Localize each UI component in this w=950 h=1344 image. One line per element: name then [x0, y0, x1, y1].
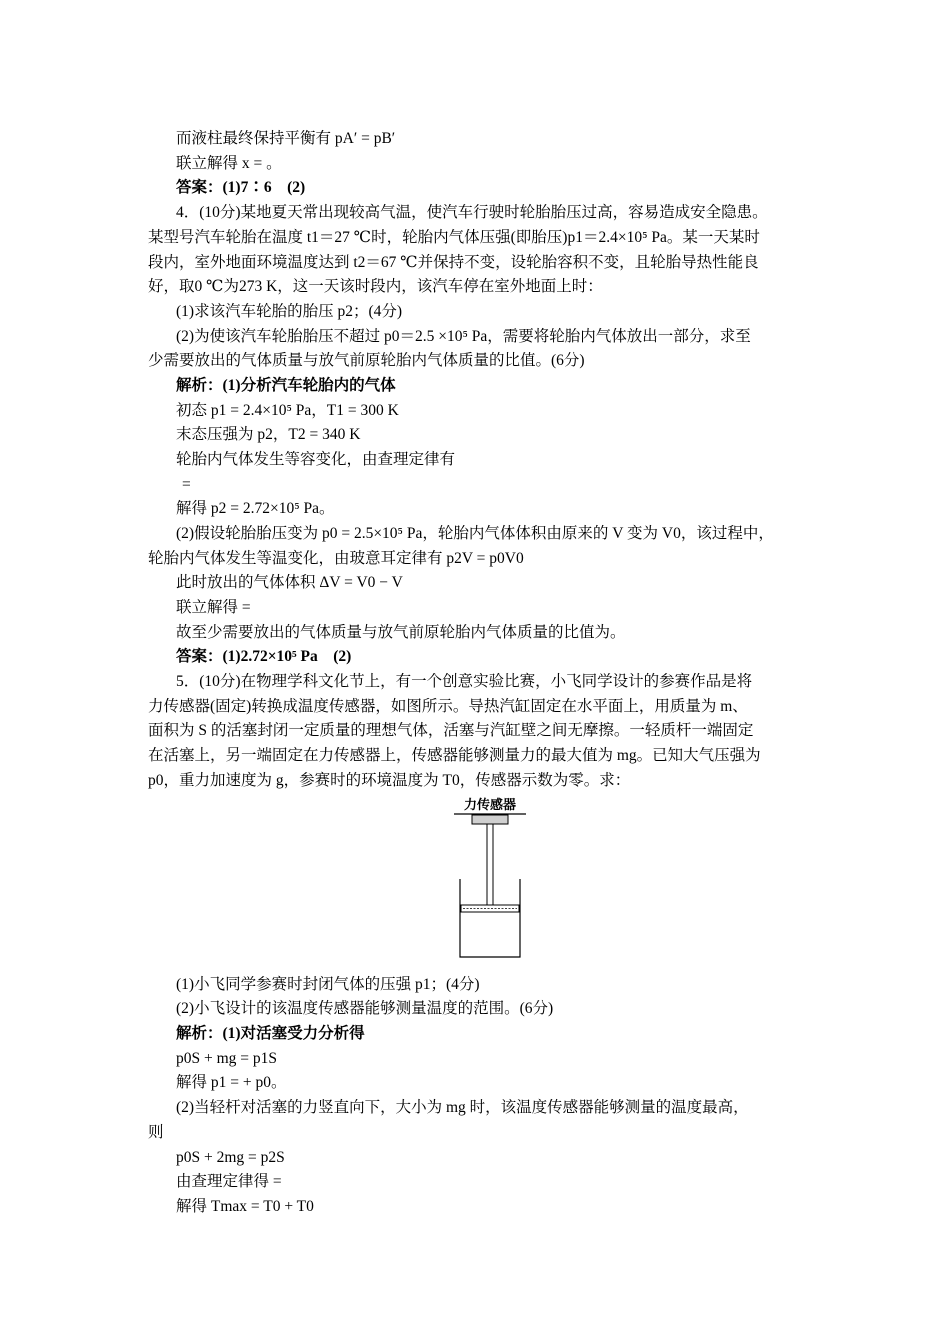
text-line-5-7: 由查理定律得 =	[176, 1173, 282, 1190]
question-4-1: (1)求该汽车轮胎的胎压 p2；(4分)	[176, 303, 403, 320]
answer-4: 答案：(1)2.72×10⁵ Pa (2)	[176, 648, 352, 665]
text-line-25: 面积为 S 的活塞封闭一定质量的理想气体，活塞与汽缸壁之间无摩擦。一轻质杆一端固定	[148, 722, 754, 739]
text-line-26: 在活塞上，另一端固定在力传感器上，传感器能够测量力的最大值为 mg。已知大气压强为	[148, 747, 761, 764]
figure-drawing	[450, 795, 530, 959]
solution-5-header: 解析：(1)对活塞受力分析得	[176, 1025, 365, 1042]
text-line-13: 末态压强为 p2，T2 = 340 K	[176, 426, 361, 443]
text-line-10: 少需要放出的气体质量与放气前原轮胎内气体质量的比值。(6分)	[148, 352, 585, 369]
equation-5-1: p0S + mg = p1S	[176, 1050, 278, 1067]
text-line-5-3: 解得 p1 = + p0。	[176, 1074, 287, 1091]
text-line-16: 解得 p2 = 2.72×10⁵ Pa。	[176, 500, 335, 517]
question-4-2: (2)为使该汽车轮胎胎压不超过 p0＝2.5 ×10⁵ Pa，需要将轮胎内气体放出一部分，求至	[176, 328, 751, 345]
cylinder-outline	[460, 879, 520, 957]
force-sensor-block	[472, 815, 508, 824]
text-line-17: (2)假设轮胎胎压变为 p0 = 2.5×10⁵ Pa，轮胎内气体体积由原来的 V 变为 V0，该过程中，	[176, 525, 774, 542]
problem-4-header: 4．(10分)某地夏天常出现较高气温，使汽车行驶时轮胎胎压过高，容易造成安全隐患。	[176, 204, 768, 221]
text-line-6: 段内，室外地面环境温度达到 t2＝67 ℃并保持不变，设轮胎容积不变，且轮胎导热性能良	[148, 254, 759, 271]
text-line-5-8: 解得 Tmax = T0 + T0	[176, 1198, 314, 1215]
solution-4-header: 解析：(1)分析汽车轮胎内的气体	[176, 377, 396, 394]
text-line-24: 力传感器(固定)转换成温度传感器，如图所示。导热汽缸固定在水平面上，用质量为 m、	[148, 698, 748, 715]
text-line-5: 某型号汽车轮胎在温度 t1＝27 ℃时，轮胎内气体压强(即胎压)p1＝2.4×10⁵ Pa。某一天某时	[148, 229, 760, 246]
text-line-12: 初态 p1 = 2.4×10⁵ Pa，T1 = 300 K	[176, 402, 399, 419]
text-line-19: 此时放出的气体体积 ΔV = V0 − V	[176, 574, 403, 591]
text-line-20: 联立解得 =	[176, 599, 251, 616]
text-line-5-5: 则	[148, 1124, 164, 1141]
text-line-5-4: (2)当轻杆对活塞的力竖直向下，大小为 mg 时，该温度传感器能够测量的温度最高，	[176, 1099, 749, 1116]
question-5-2: (2)小飞设计的该温度传感器能够测量温度的范围。(6分)	[176, 1000, 554, 1017]
text-line-1: 而液柱最终保持平衡有 pA′ = pB′	[176, 130, 396, 147]
text-line-7: 好，取0 ℃为273 K，这一天该时段内，该汽车停在室外地面上时：	[148, 278, 603, 295]
equation-5-2: p0S + 2mg = p2S	[176, 1149, 285, 1166]
force-sensor-cylinder-figure	[450, 795, 530, 959]
equation-line-15: =	[182, 476, 191, 493]
problem-5-header: 5．(10分)在物理学科文化节上，有一个创意实验比赛，小飞同学设计的参赛作品是将	[176, 673, 753, 690]
text-line-18: 轮胎内气体发生等温变化，由玻意耳定律有 p2V = p0V0	[148, 550, 524, 567]
text-line-14: 轮胎内气体发生等容变化，由查理定律有	[176, 451, 456, 468]
answer-line-3: 答案：(1)7∶6 (2)	[176, 179, 306, 196]
question-5-1: (1)小飞同学参赛时封闭气体的压强 p1；(4分)	[176, 976, 480, 993]
text-line-2: 联立解得 x = 。	[176, 155, 282, 172]
text-line-21: 故至少需要放出的气体质量与放气前原轮胎内气体质量的比值为。	[176, 624, 626, 641]
force-sensor-label: 力传感器	[463, 798, 517, 813]
text-line-27: p0，重力加速度为 g，参赛时的环境温度为 T0，传感器示数为零。求：	[148, 772, 631, 789]
